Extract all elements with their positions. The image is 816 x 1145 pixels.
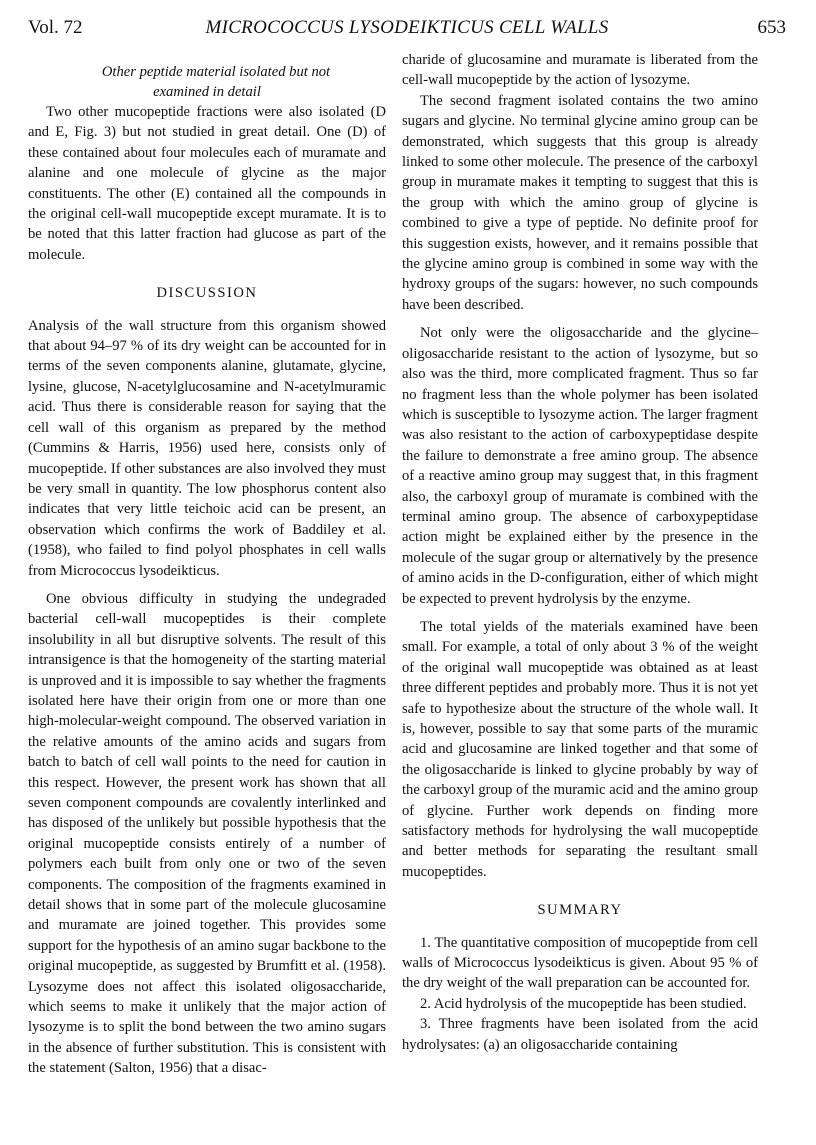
running-title: MICROCOCCUS LYSODEIKTICUS CELL WALLS [205, 17, 609, 38]
paragraph-third-fragment: Not only were the oligosaccharide and the glycine–oligosaccharide resistant to the action of lysozyme, but so also was the third, more complicated fragment. Thus so far no fragment less than the whole polymer has been isolated which is susceptible to lysozyme action. The larger fragment was also resistant to the action of carboxypeptidase despite the failure to demonstrate a free amino group. The absence of a reactive amino group may suggest that, in this fragment also, the carboxyl group of muramate is combined with the terminal amino group. The absence of carboxypeptidase action might be explained either by the presence in the molecule of the sugar group or alternatively by the presence of amino acids in the D-configuration, either of which might be expected to prevent hydrolysis by the enzyme. [402, 325, 758, 607]
page-number: 653 [757, 17, 786, 38]
paragraph-discussion-2: One obvious difficulty in studying the undegraded bacterial cell-wall mucopeptides is their complete insolubility in all but disruptive solvents. The result of this intransigence is that the homogeneity of the starting material is unproved and it is impossible to say whether the fragments isolated here have their origin from one or more than one high-molecular-weight compound. The observed variation in the relative amounts of the amino acids and sugars from batch to batch of cell wall points to the need for caution in this respect. However, the present work has shown that all seven component compounds are covalently interlinked and has disposed of the unlikely but possible hypothesis that the original mucopeptide consists entirely of a number of polymers each built from only one or two of the seven components. The composition of the fragments examined in detail shows that in some part of the molecule glucosamine and muramate are joined together. This provides some support for the hypothesis of an amino sugar backbone to the original mucopeptide, as suggested by Brumfitt et al. (1958). Lysozyme does not affect this isolated oligosaccharide, which seems to make it unlikely that the major action of lysozyme is to split the bond between the two amino sugars in the absence of further substitution. This is consistent with the statement (Salton, 1956) that a disac- [28, 590, 386, 1077]
right-column [402, 50, 758, 1055]
paragraph-second-fragment: The second fragment isolated contains the two amino sugars and glycine. No terminal glycine amino group can be demonstrated, which suggests that this group is already linked to some other molecule. The presence of the carboxyl group in muramate makes it tempting to suggest that this is the group with which the amino group of glycine is combined to give a type of peptide. No definite proof for this suggestion exists, however, and it remains possible that the glycine amino group is combined in some way with the hydroxy groups of the sugars: however, no such compounds have been described. [402, 92, 758, 313]
summary-item-2: 2. Acid hydrolysis of the mucopeptide has been studied. [420, 995, 747, 1012]
subheading-line-2: examined in detail [153, 84, 261, 100]
paragraph-other-peptides: Two other mucopeptide fractions were also isolated (D and E, Fig. 3) but not studied in great detail. One (D) of these contained about four molecules each of muramate and alanine and one molecule of glycine as the major constituents. The other (E) contained all the compounds in the original cell-wall mucopeptide except muramate. It is to be noted that this latter fraction had glucose as part of the molecule. [28, 104, 386, 263]
discussion-heading: DISCUSSION [156, 285, 258, 302]
subheading [28, 62, 386, 102]
paragraph-continuation: charide of glucosamine and muramate is liberated from the cell-wall mucopeptide by the action of lysozyme. [402, 52, 758, 89]
paragraph-total-yields: The total yields of the materials examined have been small. For example, a total of only about 3 % of the weight of the original wall mucopeptide was obtained as at least three different peptides and probably more. Thus it is not yet safe to hypothesize about the structure of the whole wall. It is, however, possible to say that some parts of the muramic acid and glucosamine are linked together and that some of the oligosaccharide is linked to glycine probably by way of the carboxyl group of the muramic acid and the amino group of glycine. Further work depends on finding more satisfactory methods for hydrolysing the wall mucopeptide and better methods for separating the resultant small mucopeptides. [402, 618, 758, 880]
volume-label: Vol. 72 [28, 17, 83, 38]
paragraph-discussion-1: Analysis of the wall structure from this organism showed that about 94–97 % of its dry weight can be accounted for in terms of the seven components alanine, glutamate, glycine, lysine, glucose, N-acetylglucosamine and N-acetylmuramic acid. Thus there is considerable reason for saying that the cell wall of this organism as prepared by the method (Cummins & Harris, 1956) used here, consists only of mucopeptide. If other substances are also involved they must be very small in quantity. The low phosphorus content also indicates that very little teichoic acid can be present, an observation which confirms the work of Baddiley et al. (1958), who failed to find polyol phosphates in cell walls from Micrococcus lysodeikticus. [28, 317, 386, 579]
summary-item-1: 1. The quantitative composition of mucopeptide from cell walls of Micrococcus lysodeikticus is given. About 95 % of the dry weight of the wall preparation can be accounted for. [402, 934, 758, 992]
subheading-line-1: Other peptide material isolated but not [101, 64, 331, 80]
summary-heading: SUMMARY [537, 902, 623, 919]
running-header [28, 17, 786, 43]
summary-item-3: 3. Three fragments have been isolated from the acid hydrolysates: (a) an oligosaccharide containing [402, 1016, 758, 1053]
left-column [28, 62, 386, 1079]
